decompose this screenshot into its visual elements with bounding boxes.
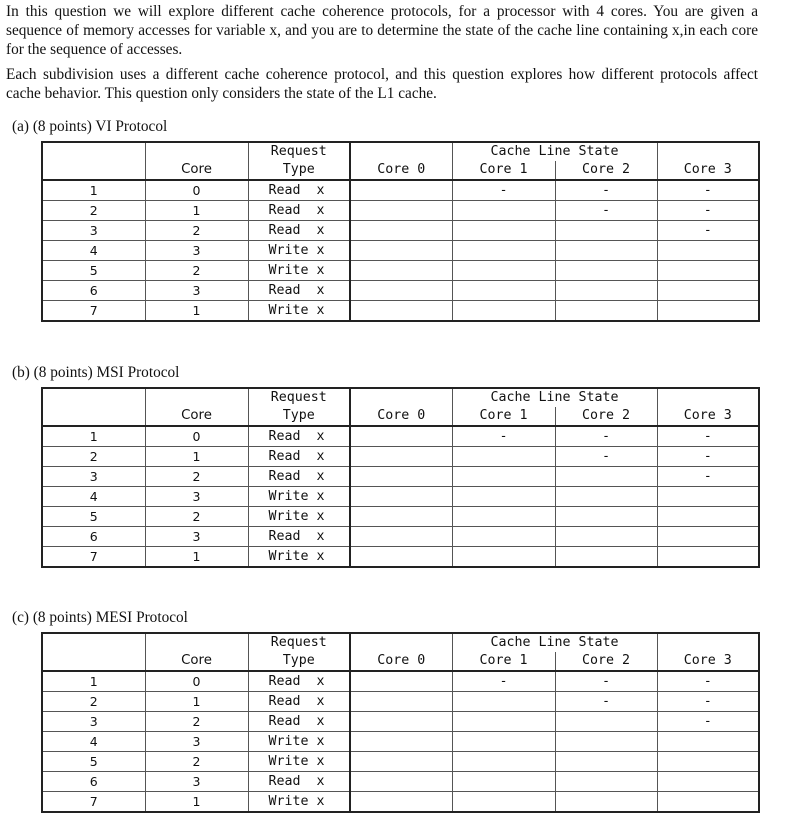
state-core-1[interactable]: - [452, 671, 555, 692]
core-header: Core [145, 161, 248, 180]
access-number: 2 [42, 692, 145, 712]
state-core-0[interactable] [350, 301, 452, 322]
state-core-0[interactable] [350, 692, 452, 712]
request-type: Write x [248, 547, 350, 568]
state-core-2[interactable] [555, 732, 657, 752]
access-number: 7 [42, 547, 145, 568]
header-blank [657, 633, 759, 652]
request-type: Write x [248, 261, 350, 281]
cache-line-state-header: Cache Line State [452, 142, 657, 161]
header-blank [42, 633, 145, 652]
core-3-header: Core 3 [657, 407, 759, 426]
request-type: Read x [248, 426, 350, 447]
request-type: Read x [248, 527, 350, 547]
state-core-0[interactable] [350, 671, 452, 692]
header-blank [42, 407, 145, 426]
access-core: 2 [145, 507, 248, 527]
state-core-0[interactable] [350, 426, 452, 447]
part-b-heading [12, 364, 179, 382]
access-number: 7 [42, 301, 145, 322]
part-c-title: (8 points) MESI Protocol [32, 609, 188, 626]
state-core-2[interactable]: - [555, 180, 657, 201]
state-core-2[interactable] [555, 547, 657, 568]
access-core: 1 [145, 447, 248, 467]
state-core-1[interactable] [452, 792, 555, 813]
request-type: Write x [248, 301, 350, 322]
access-core: 3 [145, 281, 248, 301]
core-1-header: Core 1 [452, 407, 555, 426]
table-row [42, 527, 759, 547]
access-number: 3 [42, 712, 145, 732]
request-header-line1: Request [248, 633, 350, 652]
state-core-1[interactable] [452, 527, 555, 547]
core-header: Core [145, 652, 248, 671]
cache-line-state-header: Cache Line State [452, 388, 657, 407]
state-core-3[interactable] [657, 772, 759, 792]
request-type: Write x [248, 752, 350, 772]
protocol-table [41, 632, 760, 813]
access-core: 3 [145, 527, 248, 547]
state-core-3[interactable] [657, 487, 759, 507]
state-core-3[interactable] [657, 732, 759, 752]
state-core-0[interactable] [350, 447, 452, 467]
state-core-0[interactable] [350, 201, 452, 221]
request-type: Write x [248, 732, 350, 752]
request-type: Write x [248, 487, 350, 507]
state-core-3[interactable]: - [657, 221, 759, 241]
core-2-header: Core 2 [555, 161, 657, 180]
part-a-heading [12, 118, 167, 136]
access-core: 1 [145, 201, 248, 221]
cache-line-state-header: Cache Line State [452, 633, 657, 652]
access-number: 4 [42, 241, 145, 261]
part-a-title: (8 points) VI Protocol [32, 118, 168, 135]
state-core-2[interactable] [555, 712, 657, 732]
state-core-3[interactable]: - [657, 180, 759, 201]
table-row [42, 487, 759, 507]
core-1-header: Core 1 [452, 161, 555, 180]
state-core-0[interactable] [350, 732, 452, 752]
access-core: 3 [145, 241, 248, 261]
request-type: Write x [248, 507, 350, 527]
state-core-0[interactable] [350, 241, 452, 261]
header-blank [145, 633, 248, 652]
core-2-header: Core 2 [555, 652, 657, 671]
state-core-2[interactable]: - [555, 692, 657, 712]
access-core: 1 [145, 692, 248, 712]
access-number: 3 [42, 467, 145, 487]
state-core-1[interactable] [452, 201, 555, 221]
state-core-0[interactable] [350, 261, 452, 281]
table-row [42, 301, 759, 322]
protocol-table [41, 141, 760, 322]
table-row [42, 692, 759, 712]
state-core-2[interactable] [555, 792, 657, 813]
table-row [42, 792, 759, 813]
access-number: 5 [42, 507, 145, 527]
part-c-heading [12, 609, 188, 627]
request-type: Read x [248, 692, 350, 712]
core-1-header: Core 1 [452, 652, 555, 671]
access-core: 2 [145, 752, 248, 772]
header-blank [350, 633, 452, 652]
request-header-line2: Type [248, 652, 350, 671]
state-core-2[interactable]: - [555, 201, 657, 221]
table-row [42, 712, 759, 732]
table-row [42, 752, 759, 772]
access-number: 1 [42, 426, 145, 447]
state-core-2[interactable] [555, 772, 657, 792]
access-number: 6 [42, 281, 145, 301]
access-core: 2 [145, 221, 248, 241]
request-type: Read x [248, 772, 350, 792]
table-row [42, 426, 759, 447]
state-core-1[interactable] [452, 712, 555, 732]
state-core-1[interactable]: - [452, 426, 555, 447]
request-type: Read x [248, 671, 350, 692]
core-2-header: Core 2 [555, 407, 657, 426]
state-core-3[interactable]: - [657, 447, 759, 467]
core-0-header: Core 0 [350, 407, 452, 426]
state-core-1[interactable] [452, 467, 555, 487]
state-core-1[interactable]: - [452, 180, 555, 201]
access-core: 0 [145, 671, 248, 692]
request-header-line2: Type [248, 407, 350, 426]
header-blank [350, 142, 452, 161]
state-core-0[interactable] [350, 281, 452, 301]
state-core-3[interactable] [657, 507, 759, 527]
state-core-1[interactable] [452, 447, 555, 467]
state-core-0[interactable] [350, 547, 452, 568]
request-type: Read x [248, 180, 350, 201]
state-core-0[interactable] [350, 772, 452, 792]
state-core-1[interactable] [452, 732, 555, 752]
access-number: 3 [42, 221, 145, 241]
header-blank [350, 388, 452, 407]
request-type: Write x [248, 792, 350, 813]
state-core-3[interactable] [657, 261, 759, 281]
state-core-1[interactable] [452, 547, 555, 568]
state-core-1[interactable] [452, 261, 555, 281]
request-type: Read x [248, 712, 350, 732]
state-core-2[interactable]: - [555, 447, 657, 467]
state-core-2[interactable] [555, 487, 657, 507]
header-blank [657, 388, 759, 407]
state-core-0[interactable] [350, 507, 452, 527]
state-core-0[interactable] [350, 221, 452, 241]
header-blank [42, 161, 145, 180]
state-core-0[interactable] [350, 752, 452, 772]
state-core-1[interactable] [452, 241, 555, 261]
table-row [42, 447, 759, 467]
access-core: 2 [145, 467, 248, 487]
header-blank [42, 142, 145, 161]
core-3-header: Core 3 [657, 161, 759, 180]
state-core-2[interactable] [555, 301, 657, 322]
state-core-1[interactable] [452, 221, 555, 241]
table-row [42, 201, 759, 221]
header-blank [42, 652, 145, 671]
state-core-3[interactable] [657, 752, 759, 772]
header-blank [657, 142, 759, 161]
state-core-3[interactable]: - [657, 671, 759, 692]
state-core-3[interactable] [657, 241, 759, 261]
header-blank [145, 388, 248, 407]
access-core: 2 [145, 712, 248, 732]
access-number: 6 [42, 527, 145, 547]
state-core-2[interactable] [555, 752, 657, 772]
state-core-2[interactable] [555, 507, 657, 527]
intro-paragraph-2: Each subdivision uses a different cache coherence protocol, and this question explores how different protocols affect cache behavior. This question only considers the state of the L1 cache. [6, 66, 758, 102]
state-core-2[interactable] [555, 221, 657, 241]
access-core: 2 [145, 261, 248, 281]
request-type: Read x [248, 281, 350, 301]
request-type: Read x [248, 221, 350, 241]
access-core: 3 [145, 772, 248, 792]
access-number: 7 [42, 792, 145, 813]
request-type: Write x [248, 241, 350, 261]
state-core-2[interactable] [555, 467, 657, 487]
state-core-3[interactable] [657, 301, 759, 322]
access-number: 4 [42, 732, 145, 752]
access-core: 0 [145, 426, 248, 447]
access-core: 1 [145, 547, 248, 568]
intro-paragraph-1: In this question we will explore different cache coherence protocols, for a processor with 4 cores. You are given a sequence of memory accesses for variable x, and you are to determine the state of the cache line containing x,in each core for the sequence of accesses. [6, 3, 758, 58]
core-header: Core [145, 407, 248, 426]
access-core: 1 [145, 792, 248, 813]
state-core-1[interactable] [452, 507, 555, 527]
table-row [42, 467, 759, 487]
access-number: 5 [42, 261, 145, 281]
table-row [42, 241, 759, 261]
access-core: 1 [145, 301, 248, 322]
header-blank [145, 142, 248, 161]
state-core-3[interactable] [657, 792, 759, 813]
state-core-2[interactable] [555, 241, 657, 261]
request-type: Read x [248, 467, 350, 487]
core-0-header: Core 0 [350, 161, 452, 180]
access-number: 2 [42, 447, 145, 467]
table-row [42, 221, 759, 241]
state-core-3[interactable]: - [657, 201, 759, 221]
core-0-header: Core 0 [350, 652, 452, 671]
access-core: 3 [145, 487, 248, 507]
access-number: 5 [42, 752, 145, 772]
state-core-3[interactable]: - [657, 712, 759, 732]
access-number: 4 [42, 487, 145, 507]
request-type: Read x [248, 201, 350, 221]
state-core-1[interactable] [452, 301, 555, 322]
state-core-0[interactable] [350, 180, 452, 201]
request-header-line1: Request [248, 142, 350, 161]
state-core-0[interactable] [350, 467, 452, 487]
request-type: Read x [248, 447, 350, 467]
state-core-1[interactable] [452, 752, 555, 772]
state-core-0[interactable] [350, 487, 452, 507]
state-core-1[interactable] [452, 692, 555, 712]
table-row [42, 180, 759, 201]
table-row [42, 772, 759, 792]
state-core-3[interactable]: - [657, 467, 759, 487]
table-row [42, 732, 759, 752]
part-a-label: (a) [12, 118, 29, 135]
state-core-2[interactable]: - [555, 671, 657, 692]
table-row [42, 507, 759, 527]
part-b-title: (8 points) MSI Protocol [33, 364, 180, 381]
protocol-table [41, 387, 760, 568]
access-number: 1 [42, 671, 145, 692]
state-core-2[interactable] [555, 261, 657, 281]
state-core-3[interactable] [657, 281, 759, 301]
request-header-line2: Type [248, 161, 350, 180]
state-core-2[interactable]: - [555, 426, 657, 447]
state-core-2[interactable] [555, 281, 657, 301]
state-core-1[interactable] [452, 772, 555, 792]
state-core-0[interactable] [350, 792, 452, 813]
state-core-3[interactable]: - [657, 692, 759, 712]
table-row [42, 547, 759, 568]
request-header-line1: Request [248, 388, 350, 407]
access-number: 1 [42, 180, 145, 201]
access-core: 3 [145, 732, 248, 752]
header-blank [42, 388, 145, 407]
state-core-0[interactable] [350, 527, 452, 547]
part-c-label: (c) [12, 609, 29, 626]
state-core-0[interactable] [350, 712, 452, 732]
state-core-1[interactable] [452, 281, 555, 301]
state-core-3[interactable] [657, 527, 759, 547]
table-row [42, 671, 759, 692]
core-3-header: Core 3 [657, 652, 759, 671]
table-row [42, 261, 759, 281]
part-b-label: (b) [12, 364, 30, 381]
access-number: 2 [42, 201, 145, 221]
access-core: 0 [145, 180, 248, 201]
access-number: 6 [42, 772, 145, 792]
state-core-3[interactable]: - [657, 426, 759, 447]
state-core-2[interactable] [555, 527, 657, 547]
table-row [42, 281, 759, 301]
state-core-1[interactable] [452, 487, 555, 507]
state-core-3[interactable] [657, 547, 759, 568]
